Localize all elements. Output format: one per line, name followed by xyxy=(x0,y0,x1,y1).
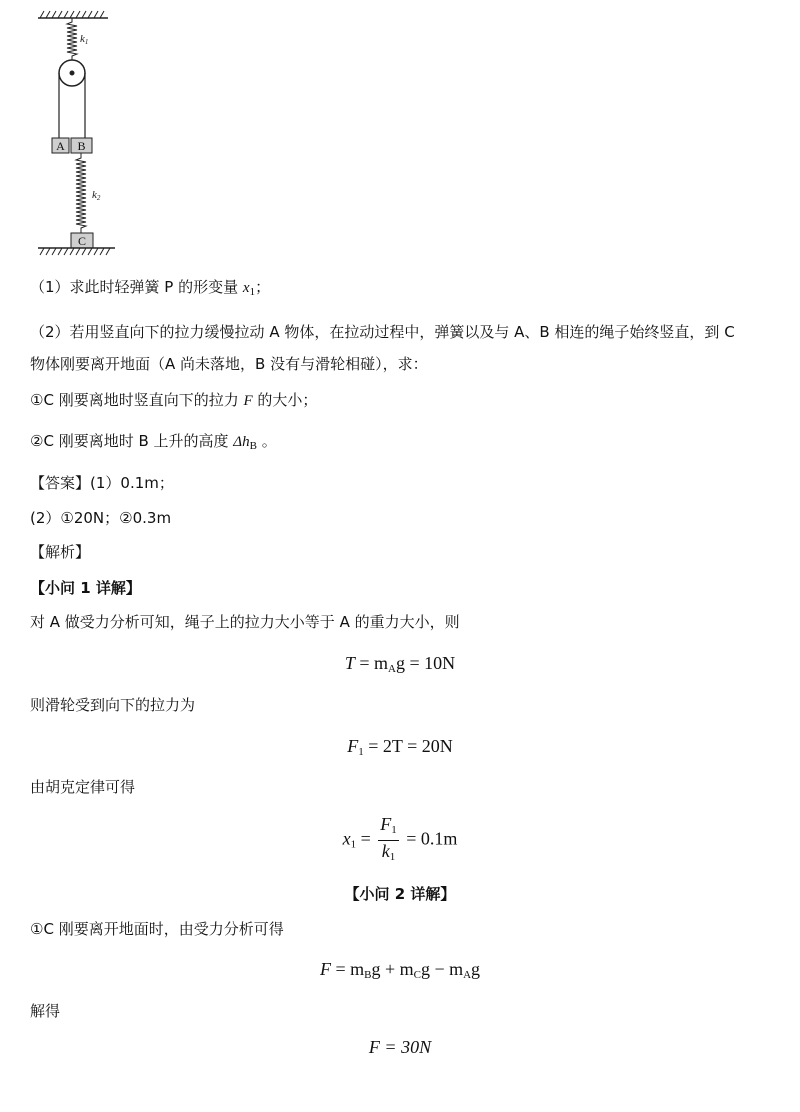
part1-heading: 【小问 1 详解】 xyxy=(30,579,141,597)
analysis-heading: 【解析】 xyxy=(30,543,91,561)
fraction-f1-over-k1: $\frac{F_1}{k_1}$ xyxy=(380,814,397,863)
question-2-line1: （2）若用竖直向下的拉力缓慢拉动 A 物体，在拉动过程中，弹簧以及与 A、B 相连的绳子始终竖直，到 C xyxy=(30,323,735,341)
analysis-text4: ①C 刚要离开地面时，由受力分析可得 xyxy=(30,920,284,938)
analysis-text2: 则滑轮受到向下的拉力为 xyxy=(30,696,196,714)
analysis-text5: 解得 xyxy=(30,1002,61,1020)
analysis-text1: 对 A 做受力分析可知，绳子上的拉力大小等于 A 的重力大小，则 xyxy=(30,613,460,631)
equation-1: $T = m_Ag = 10N$ xyxy=(344,653,456,675)
label-k2: k2 xyxy=(92,189,101,202)
label-a: A xyxy=(56,139,65,153)
label-k1: k1 xyxy=(80,33,89,46)
equation-5: F = 30N xyxy=(368,1037,432,1057)
ground-hatch xyxy=(38,248,115,255)
part2-heading: 【小问 2 详解】 xyxy=(344,885,456,903)
pulley-axle xyxy=(70,71,75,76)
question-2-sub1: ①C 刚要离地时竖直向下的拉力 F 的大小； xyxy=(30,391,318,409)
answer-line1: 【答案】(1）0.1m； xyxy=(30,474,174,492)
label-b: B xyxy=(77,139,86,153)
equation-2: $F_1 = 2T = 20N$ xyxy=(347,736,453,758)
label-c: C xyxy=(77,234,87,248)
spring-k2 xyxy=(76,153,86,233)
ceiling-hatch xyxy=(38,11,108,18)
question-2-line2: 物体刚要离开地面（A 尚未落地，B 没有与滑轮相碰），求： xyxy=(30,355,428,373)
question-2-sub2: ②C 刚要离地时 B 上升的高度 $\Delta h_B$ 。 xyxy=(30,432,277,452)
equation-4: $F = m_Bg + m_Cg - m_Ag$ xyxy=(319,959,481,981)
question-1: （1）求此时轻弹簧 P 的形变量 $x_1$； xyxy=(30,278,271,298)
equation-3: $x_1$ = $\frac{F_1}{k_1}$ = 0.1m xyxy=(0,814,800,867)
analysis-text3: 由胡克定律可得 xyxy=(30,778,136,796)
pulley-spring-diagram xyxy=(30,8,140,258)
answer-line2: (2）①20N；②0.3m xyxy=(30,509,172,527)
spring-k1 xyxy=(67,18,77,60)
